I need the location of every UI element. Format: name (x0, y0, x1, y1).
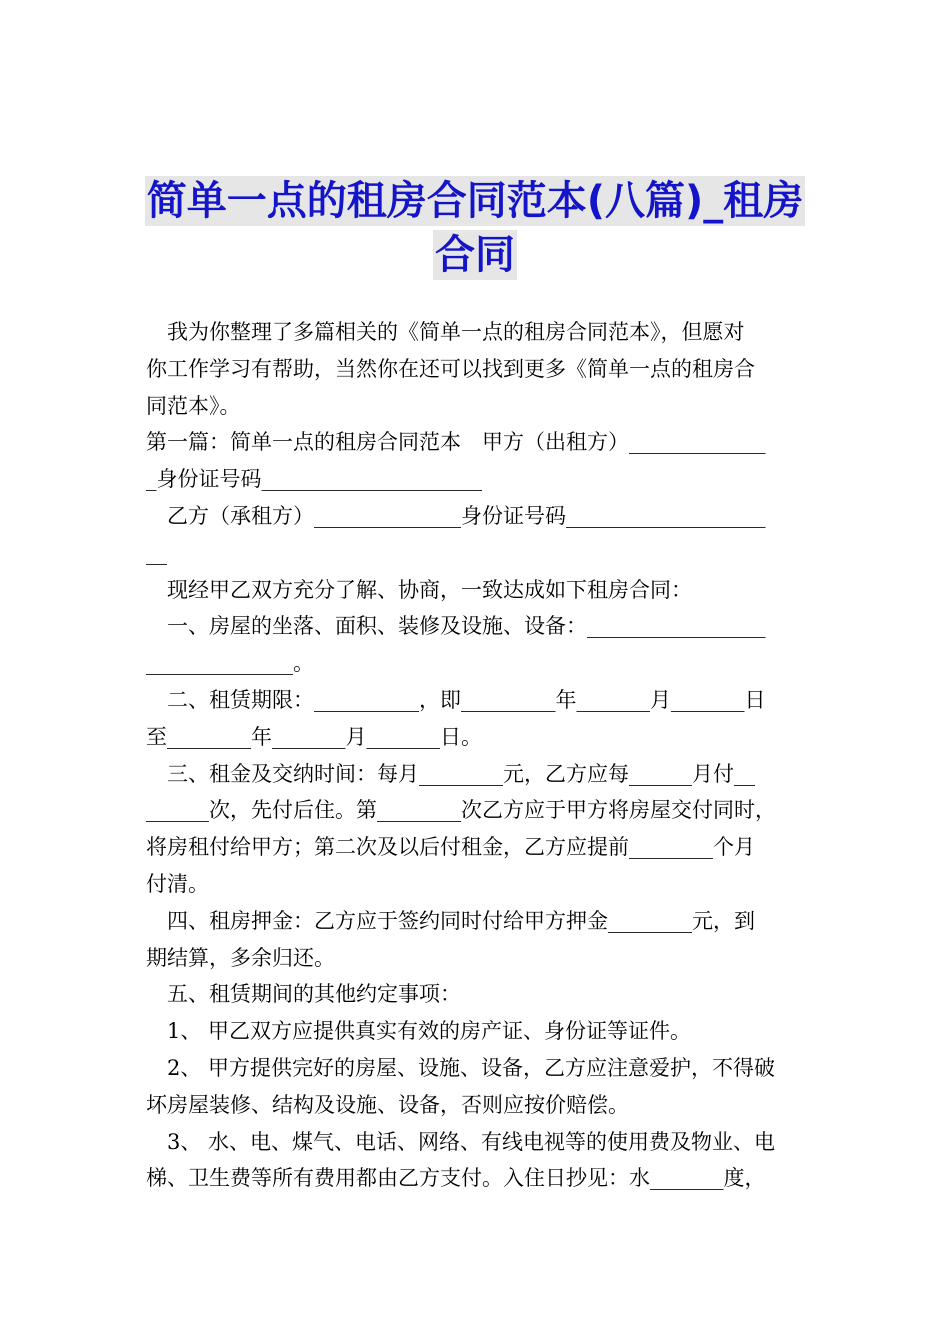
clause-3-line: 付清。 (146, 871, 209, 896)
clause-3-line: 将房租付给甲方；第二次及以后付租金，乙方应提前________个月 (146, 835, 755, 860)
document-title (100, 176, 850, 280)
item-2-line: 坏房屋装修、结构及设施、设备，否则应按价赔偿。 (146, 1092, 629, 1117)
clause-1-line: ______________。 (146, 651, 314, 676)
party-b-line: 乙方（承租方）______________身份证号码___________________ (146, 503, 766, 528)
intro-line: 你工作学习有帮助，当然你在还可以找到更多《简单一点的租房合 (146, 356, 755, 381)
title-line-1: 简单一点的租房合同范本(八篇)_租房 (146, 178, 804, 224)
clause-2-line: 至________年_______月_______日。 (146, 724, 482, 749)
clause-3-line: 三、租金及交纳时间：每月________元，乙方应每______月付__ (146, 761, 755, 786)
clause-2-line: 二、租赁期限：__________，即_________年_______月_______日 (146, 687, 766, 712)
item-3-line: 梯、卫生费等所有费用都由乙方支付。入住日抄见：水_______度， (146, 1166, 766, 1191)
item-1-line: 1、 甲乙双方应提供真实有效的房产证、身份证等证件。 (146, 1019, 692, 1044)
clause-3-line: ______次，先付后住。第________次乙方应于甲方将房屋交付同时， (146, 798, 776, 823)
intro-line: 我为你整理了多篇相关的《简单一点的租房合同范本》，但愿对 (146, 320, 745, 344)
item-2-line: 2、 甲方提供完好的房屋、设施、设备，乙方应注意爱护，不得破 (146, 1055, 776, 1080)
clause-4-line: 四、租房押金：乙方应于签约同时付给甲方押金________元，到 (146, 908, 755, 933)
clause-4-line: 期结算，多余归还。 (146, 945, 335, 970)
clause-5-heading: 五、租赁期间的其他约定事项： (146, 982, 461, 1007)
document-body (146, 314, 808, 1197)
item-3-line: 3、 水、电、煤气、电话、网络、有线电视等的使用费及物业、电 (146, 1129, 776, 1154)
intro-line: 同范本》。 (146, 393, 241, 418)
party-a-id-line: _身份证号码_____________________ (146, 467, 482, 492)
clause-1-line: 一、房屋的坐落、面积、装修及设施、设备：_________________ (146, 614, 766, 639)
party-b-line: __ (146, 540, 167, 565)
title-line-2: 合同 (435, 232, 515, 278)
chapter-heading: 第一篇：简单一点的租房合同范本 甲方（出租方）_____________ (146, 430, 766, 455)
agreement-line: 现经甲乙双方充分了解、协商，一致达成如下租房合同： (146, 577, 692, 602)
